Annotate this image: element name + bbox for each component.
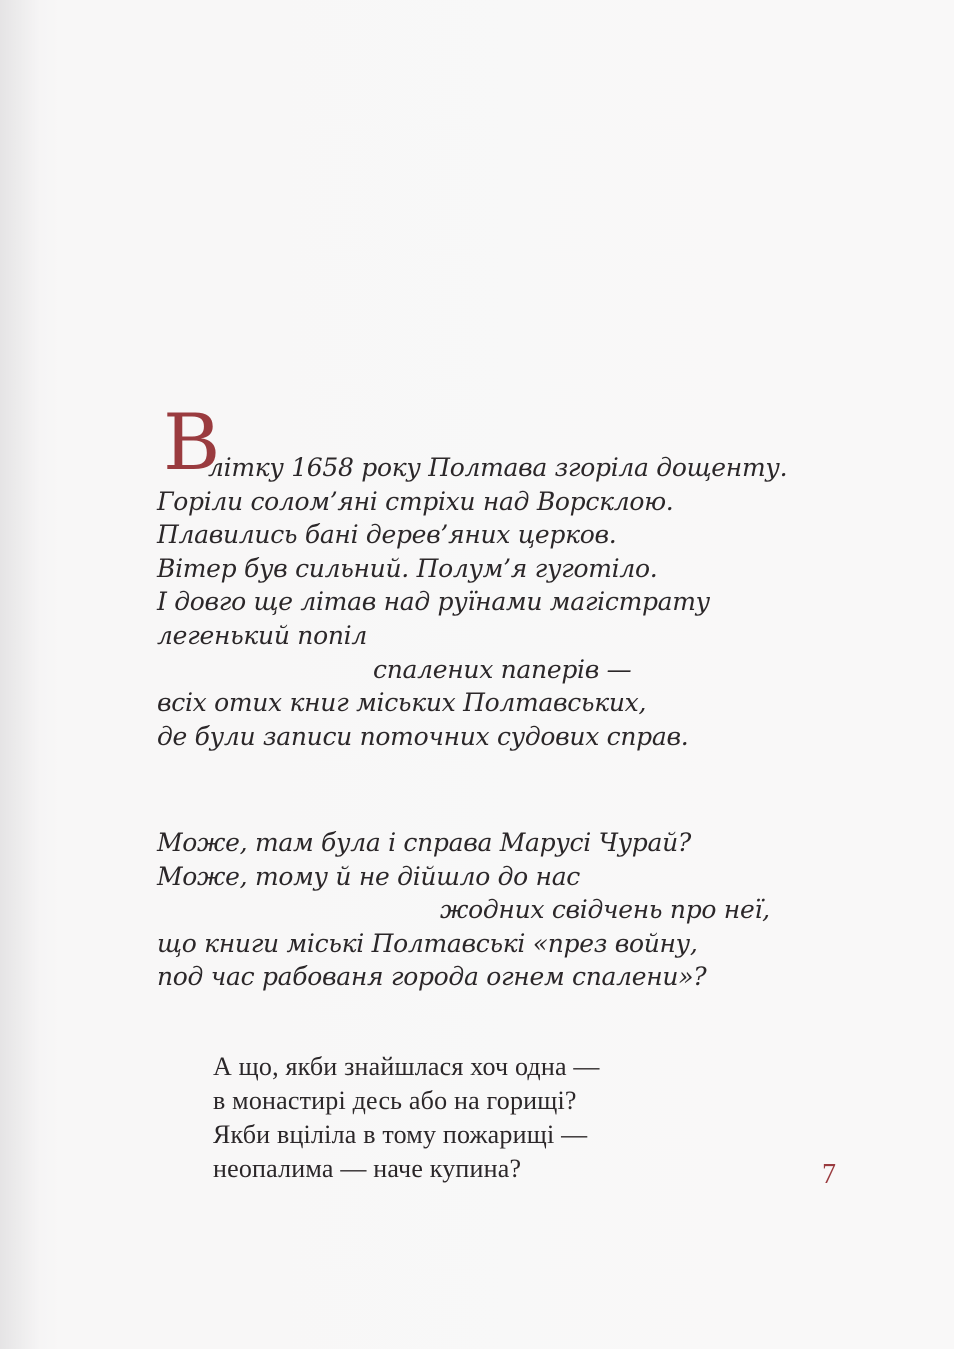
stanza-1-line-4: Вітер був сильний. Полум’я гуготіло.: [157, 553, 658, 583]
stanza-1-line-7: спалених паперів —: [373, 654, 632, 684]
page-number: 7: [822, 1159, 836, 1190]
stanza-1-line-3: Плавились бані дерев’яних церков.: [157, 520, 617, 550]
stanza-2-line-1: Може, там була і справа Марусі Чурай?: [157, 828, 692, 857]
stanza-2: [157, 826, 877, 994]
stanza-2-line-3: жодних свідчень про неї,: [440, 895, 770, 925]
stanza-1: [157, 451, 877, 753]
stanza-3-line-4: неопалима — наче купина?: [213, 1154, 522, 1183]
stanza-1-line-6: легенький попіл: [157, 620, 367, 650]
gutter-shadow: [0, 0, 40, 1349]
stanza-3-line-3: Якби вціліла в тому пожарищі —: [213, 1120, 588, 1149]
stanza-2-line-4: що книги міські Полтавські «през войну,: [157, 928, 698, 958]
stanza-1-line-8: всіх отих книг міських Полтавських,: [157, 688, 647, 718]
stanza-2-line-5: под час рабованя города огнем спалени»?: [157, 962, 707, 992]
stanza-1-line-2: Горіли солом’яні стріхи над Ворсклою.: [157, 486, 674, 516]
stanza-3-line-1: А що, якби знайшлася хоч одна —: [213, 1052, 600, 1081]
stanza-3-line-2: в монастирі десь або на горищі?: [213, 1086, 577, 1115]
stanza-1-line-1: літку 1658 року Полтава згоріла дощенту.: [208, 453, 788, 482]
stanza-2-line-2: Може, тому й не дійшло до нас: [157, 861, 581, 891]
stanza-1-line-9: де були записи поточних судових справ.: [157, 721, 689, 751]
stanza-1-line-5: І довго ще літав над руїнами магістрату: [157, 587, 710, 617]
drop-cap: В: [163, 398, 219, 488]
stanza-3: [213, 1050, 813, 1186]
